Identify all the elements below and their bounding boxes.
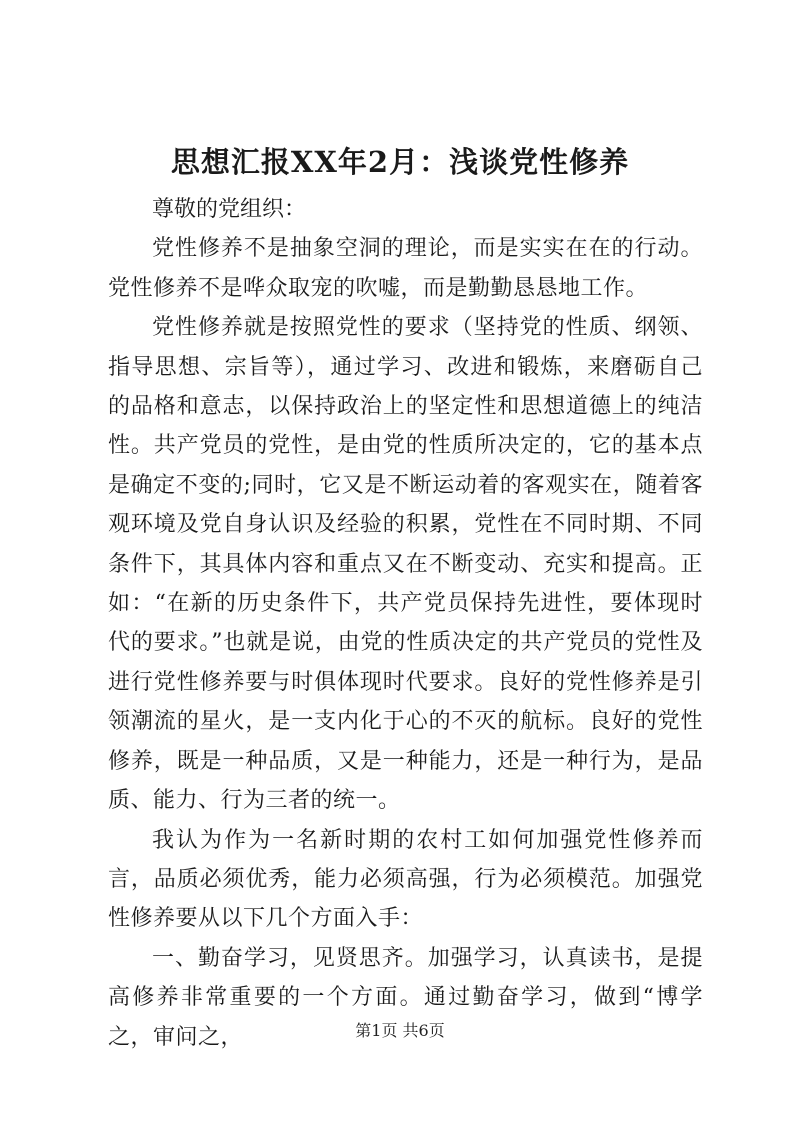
paragraph-4: 一、勤奋学习，见贤思齐。加强学习，认真读书，是提高修养非常重要的一个方面。通过勤奋学习，做到“博学之，审问之，: [108, 945, 703, 1050]
page-number-footer: 第1页 共6页: [355, 1021, 445, 1040]
paragraph-3: 我认为作为一名新时期的农村工如何加强党性修养而言，品质必须优秀，能力必须高强，行为必须模范。加强党性修养要从以下几个方面入手：: [108, 827, 703, 932]
document-body: [108, 190, 703, 1057]
salutation: 尊敬的党组织：: [152, 197, 307, 222]
paragraph-1: 党性修养不是抽象空洞的理论，而是实实在在的行动。党性修养不是哗众取宠的吹嘘，而是勤勤恳恳地工作。: [108, 236, 703, 301]
paragraph-2: 党性修养就是按照党性的要求（坚持党的性质、纲领、指导思想、宗旨等），通过学习、改进和锻炼，来磨砺自己的品格和意志，以保持政治上的坚定性和思想道德上的纯洁性。共产党员的党性，是由党的性质所决定的，它的基本点是确定不变的;同时，它又是不断运动着的客观实在，随着客观环境及党自身认识及经验的积累，党性在不同时期、不同条件下，其具体内容和重点又在不断变动、充实和提高。正如：“在新的历史条件下，共产党员保持先进性，要体现时代的要求。”也就是说，由党的性质决定的共产党员的党性及进行党性修养要与时俱体现时代要求。良好的党性修养是引领潮流的星火，是一支内化于心的不灭的航标。良好的党性修养，既是一种品质，又是一种能力，还是一种行为，是品质、能力、行为三者的统一。: [108, 315, 703, 814]
document-title: 思想汇报XX年2月：浅谈党性修养: [170, 145, 630, 179]
